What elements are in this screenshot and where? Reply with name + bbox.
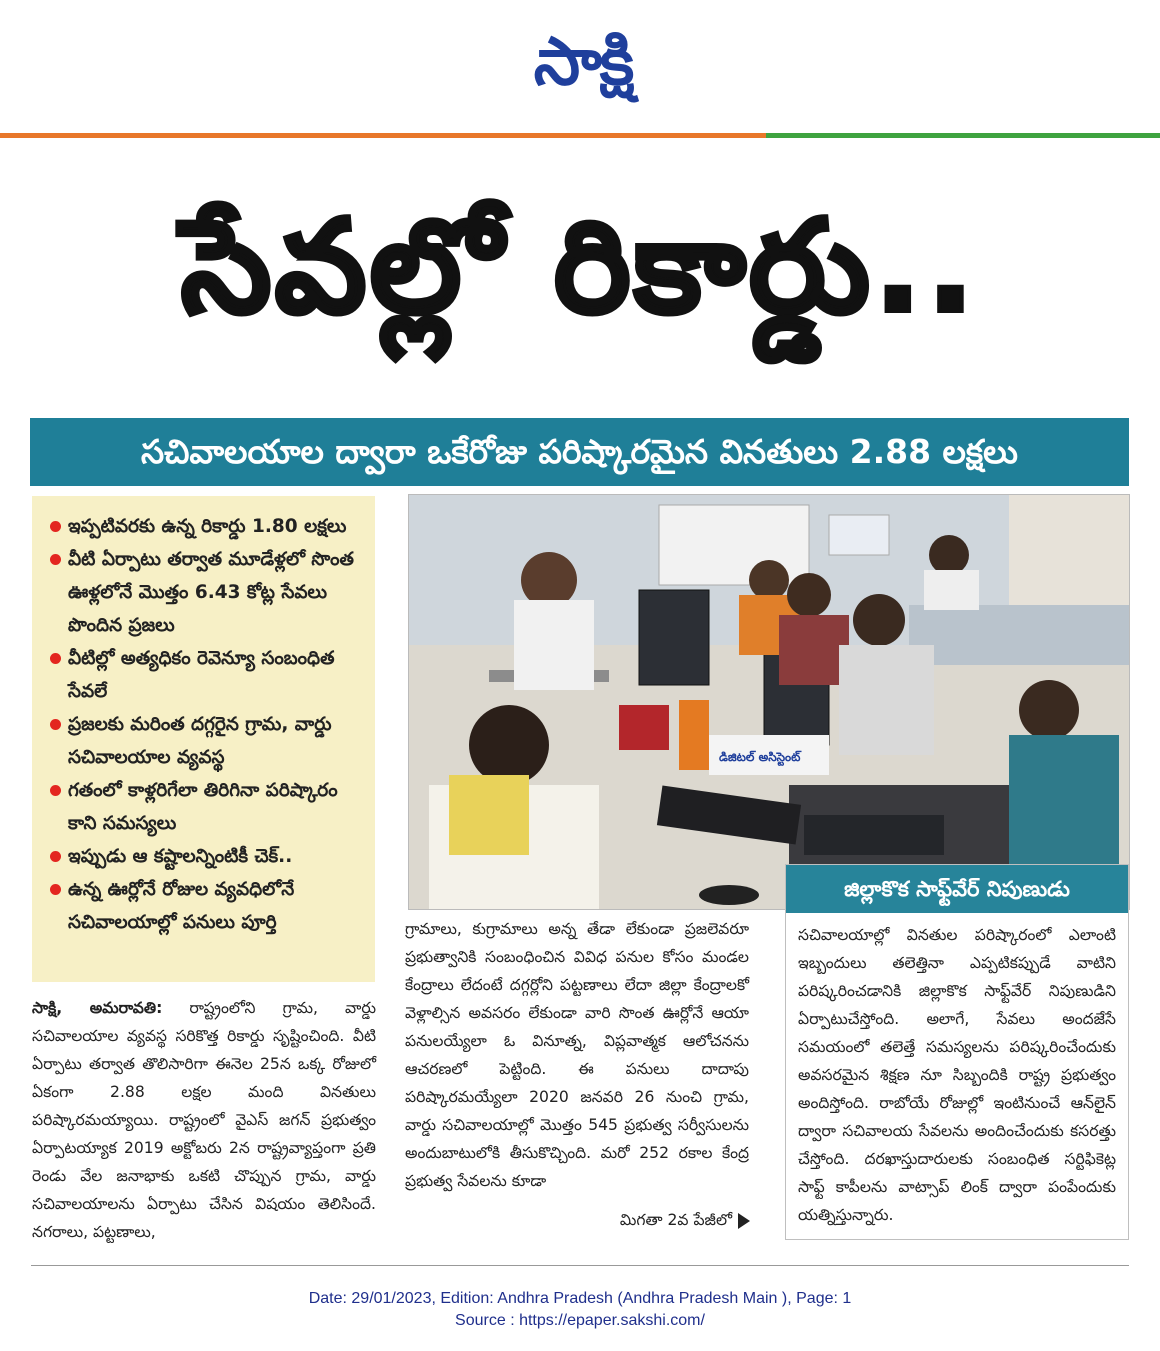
bullet-icon	[50, 785, 61, 796]
highlight-item: వీటి ఏర్పాటు తర్వాత మూడేళ్లలో సొంత ఊళ్లలోనే మొత్తం 6.43 కోట్ల సేవలు పొందిన ప్రజలు	[48, 543, 365, 642]
bullet-icon	[50, 521, 61, 532]
article-text: రాష్ట్రంలోని గ్రామ, వార్డు సచివాలయాల వ్యవస్థ సరికొత్త రికార్డు సృష్టించింది. వీటి ఏర్పాటు తర్వాత తొలిసారిగా ఈనెల 25న ఒక్క రోజులో ఏకంగా 2.88 లక్షల మంది వినతులు పరిష్కారమయ్యాయి. రాష్ట్రంలో వైఎస్ జగన్ ప్రభుత్వం ఏర్పాటయ్యాక 2019 అక్టోబరు 2న రాష్ట్రవ్యాప్తంగా ప్రతి రెండు వేల జనాభాకు ఒకటి చొప్పున గ్రామ, వార్డు సచివాలయాలను ఏర్పాటు చేసిన విషయం తెలిసిందే. నగరాలు, పట్టణాలు,	[32, 999, 376, 1241]
dateline: సాక్షి, అమరావతి:	[32, 999, 163, 1017]
highlight-item: వీటిల్లో అత్యధికం రెవెన్యూ సంబంధిత సేవలే	[48, 642, 365, 708]
bullet-icon	[50, 851, 61, 862]
highlight-item: ఉన్న ఊర్లోనే రోజుల వ్యవధిలోనే సచివాలయాల్లో పనులు పూర్తి	[48, 873, 365, 939]
highlights-box	[32, 496, 375, 982]
sidebar-box	[785, 864, 1129, 1240]
bullet-icon	[50, 653, 61, 664]
masthead	[0, 0, 1160, 130]
news-photo	[408, 494, 1130, 910]
highlight-item: ప్రజలకు మరింత దగ్గరైన గ్రామ, వార్డు సచివాలయాల వ్యవస్థ	[48, 708, 365, 774]
article-column-1	[32, 994, 376, 1246]
bullet-icon	[50, 719, 61, 730]
article-column-2	[405, 915, 749, 1195]
desk-sign-text: డిజిటల్ అసిస్టెంట్	[719, 750, 801, 764]
masthead-rule-orange	[0, 133, 766, 138]
source-link[interactable]: Source : https://epaper.sakshi.com/	[455, 1312, 705, 1329]
highlight-item: ఇప్పటివరకు ఉన్న రికార్డు 1.80 లక్షలు	[48, 510, 365, 543]
highlight-item: గతంలో కాళ్లరిగేలా తిరిగినా పరిష్కారం కాని సమస్యలు	[48, 774, 365, 840]
sidebar-box-text: సచివాలయాల్లో వినతుల పరిష్కారంలో ఎలాంటి ఇబ్బందులు తలెత్తినా ఎప్పటికప్పుడే వాటిని పరిష్కరించడానికి జిల్లాకొక సాఫ్ట్‌వేర్ నిపుణుడిని ఏర్పాటుచేస్తోంది. అలాగే, సేవలు అందజేసే సమయంలో తలెత్తే సమస్యలను పరిష్కరించేందుకు అవసరమైన శిక్షణ నూ సిబ్బందికి రాష్ట్ర ప్రభుత్వం అందిస్తోంది. రాబోయే రోజుల్లో ఇంటినుంచే ఆన్‌లైన్ ద్వారా సచివాలయ సేవలను అందించేందుకు కసరత్తు చేస్తోంది. దరఖాస్తుదారులకు సంబంధిత సర్టిఫికెట్ల సాఫ్ట్ కాపీలను వాట్సాప్ లింక్ ద్వారా పంపేందుకు యత్నిస్తున్నారు.	[798, 926, 1116, 1224]
bullet-icon	[50, 554, 61, 565]
bottom-rule	[31, 1265, 1129, 1266]
continued-on-page	[590, 1206, 750, 1234]
masthead-rule-green	[766, 133, 1160, 138]
article-text: గ్రామాలు, కుగ్రామాలు అన్న తేడా లేకుండా ప్రజలెవరూ ప్రభుత్వానికి సంబంధించిన వివిధ పనుల కోసం మండల కేంద్రాలు లేదంటే దగ్గర్లోని పట్టణాలు లేదా జిల్లా కేంద్రాలకో వెళ్లాల్సిన అవసరం లేకుండా వారి సొంత ఊర్లోనే ఆయా పనులయ్యేలా ఓ వినూత్న, విప్లవాత్మక ఆలోచనను ఆచరణలో పెట్టింది. ఈ పనులు దాదాపు పరిష్కారమయ్యేలా 2020 జనవరి 26 నుంచి గ్రామ, వార్డు సచివాలయాల్లో మొత్తం 545 ప్రభుత్వ సర్వీసులను అందుబాటులోకి తీసుకొచ్చింది. మరో 252 రకాల కేంద్ర ప్రభుత్వ సేవలను కూడా	[405, 920, 749, 1190]
subheadline-banner: సచివాలయాల ద్వారా ఒకేరోజు పరిష్కారమైన వినతులు 2.88 లక్షలు	[30, 418, 1129, 486]
office-scene-illustration	[409, 495, 1130, 910]
sidebar-box-title: జిల్లాకొక సాఫ్ట్‌వేర్ నిపుణుడు	[786, 865, 1128, 913]
headline: సేవల్లో రికార్డు..	[181, 193, 979, 342]
highlight-item: ఇప్పుడు ఆ కష్టాలన్నింటికీ చెక్..	[48, 840, 365, 873]
bullet-icon	[50, 884, 61, 895]
play-arrow-icon	[738, 1213, 750, 1229]
continued-label: మిగతా 2వ పేజీలో	[619, 1211, 732, 1229]
edition-info: Date: 29/01/2023, Edition: Andhra Pradesh (Andhra Pradesh Main ), Page: 1	[308, 1290, 852, 1307]
sakshi-logo: సాక్షి	[533, 23, 633, 100]
